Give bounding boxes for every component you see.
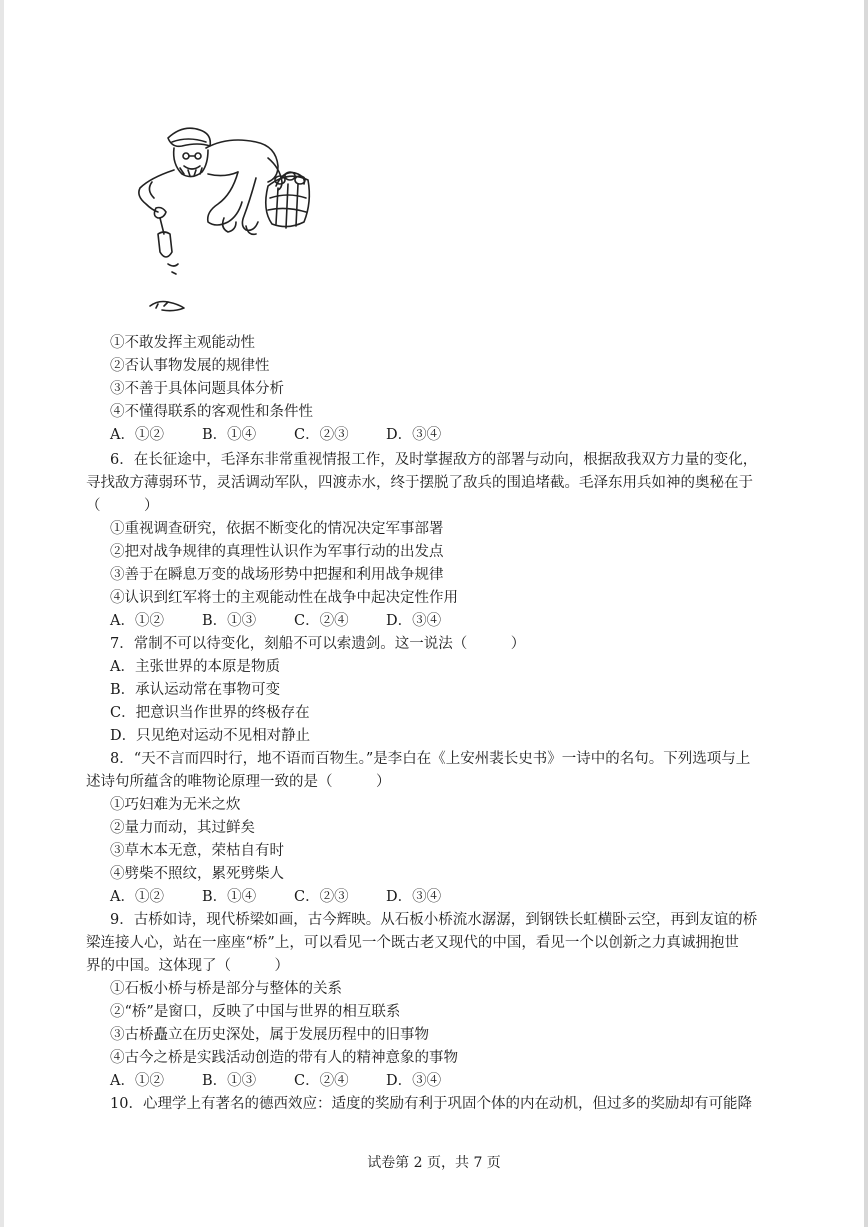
q6-answer-blank: （ ） bbox=[86, 498, 159, 514]
q6-stem-line-2: 寻找敌方薄弱环节，灵活调动军队，四渡赤水，终于摆脱了敌兵的围追堵截。毛泽东用兵如神的奥秘在于 bbox=[86, 475, 753, 491]
q8-item-3: ③草木本无意，荣枯自有时 bbox=[110, 843, 284, 859]
q5-option-d[interactable]: D．③④ bbox=[386, 427, 442, 443]
q5-item-2: ②否认事物发展的规律性 bbox=[110, 358, 270, 374]
q9-option-a[interactable]: A．①② bbox=[110, 1073, 164, 1089]
q6-stem-line-1: 6．在长征途中，毛泽东非常重视情报工作，及时掌握敌方的部署与动向，根据敌我双方力量的变化， bbox=[110, 452, 758, 468]
q5-item-1: ①不敢发挥主观能动性 bbox=[110, 335, 255, 351]
q8-option-c[interactable]: C．②③ bbox=[294, 889, 349, 905]
q7-choice-a[interactable]: A．主张世界的本原是物质 bbox=[110, 659, 280, 675]
q9-item-2: ②“桥”是窗口，反映了中国与世界的相互联系 bbox=[110, 1004, 401, 1020]
q8-item-2: ②量力而动，其过鲜矣 bbox=[110, 820, 255, 836]
q8-option-b[interactable]: B．①④ bbox=[202, 889, 257, 905]
q9-stem-line-1: 9．古桥如诗，现代桥梁如画，古今辉映。从石板小桥流水潺潺，到钢铁长虹横卧云空，再到友谊的桥 bbox=[110, 912, 758, 928]
q6-option-d[interactable]: D．③④ bbox=[386, 613, 442, 629]
q9-stem-line-2: 梁连接人心，站在一座座“桥”上，可以看见一个既古老又现代的中国，看见一个以创新之力真诚拥抱世 bbox=[86, 935, 739, 951]
q5-options bbox=[110, 425, 441, 445]
q9-options bbox=[110, 1071, 441, 1091]
q5-item-4: ④不懂得联系的客观性和条件性 bbox=[110, 404, 313, 420]
q6-item-3: ③善于在瞬息万变的战场形势中把握和利用战争规律 bbox=[110, 567, 444, 583]
q8-item-1: ①巧妇难为无米之炊 bbox=[110, 797, 241, 813]
q7-choice-b[interactable]: B．承认运动常在事物可变 bbox=[110, 682, 281, 698]
q8-stem-line-1: 8．“天不言而四时行，地不语而百物生。”是李白在《上安州裴长史书》一诗中的名句。下列选项与上 bbox=[110, 751, 751, 767]
q9-option-b[interactable]: B．①③ bbox=[202, 1073, 257, 1089]
q6-option-c[interactable]: C．②④ bbox=[294, 613, 349, 629]
q5-option-a[interactable]: A．①② bbox=[110, 427, 164, 443]
q9-option-d[interactable]: D．③④ bbox=[386, 1073, 442, 1089]
page-footer: 试卷第 2 页，共 7 页 bbox=[367, 1155, 501, 1171]
q9-item-4: ④古今之桥是实践活动创造的带有人的精神意象的事物 bbox=[110, 1050, 458, 1066]
q7-choice-d[interactable]: D．只见绝对运动不见相对静止 bbox=[110, 728, 311, 744]
q10-stem-line-1: 10．心理学上有著名的德西效应：适度的奖励有利于巩固个体的内在动机，但过多的奖励却有可能降 bbox=[110, 1096, 752, 1112]
q9-stem-line-3: 界的中国。这体现了（ ） bbox=[86, 958, 289, 974]
q7-stem: 7．常制不可以待变化，刻船不可以索遗剑。这一说法（ ） bbox=[110, 636, 526, 652]
q5-item-3: ③不善于具体问题具体分析 bbox=[110, 381, 284, 397]
q6-option-a[interactable]: A．①② bbox=[110, 613, 164, 629]
q7-choice-c[interactable]: C．把意识当作世界的终极存在 bbox=[110, 705, 310, 721]
illustration-man-planting-eggs bbox=[128, 118, 328, 323]
q8-option-d[interactable]: D．③④ bbox=[386, 889, 442, 905]
q6-options bbox=[110, 611, 441, 631]
q8-options bbox=[110, 887, 441, 907]
q6-item-4: ④认识到红军将士的主观能动性在战争中起决定性作用 bbox=[110, 590, 458, 606]
q6-option-b[interactable]: B．①③ bbox=[202, 613, 257, 629]
q9-item-1: ①石板小桥与桥是部分与整体的关系 bbox=[110, 981, 342, 997]
q8-stem-line-2: 述诗句所蕴含的唯物论原理一致的是（ ） bbox=[86, 774, 391, 790]
q9-item-3: ③古桥矗立在历史深处，属于发展历程中的旧事物 bbox=[110, 1027, 429, 1043]
scan-edge-left bbox=[0, 0, 4, 1227]
q6-item-1: ①重视调查研究，依据不断变化的情况决定军事部署 bbox=[110, 521, 444, 537]
q8-option-a[interactable]: A．①② bbox=[110, 889, 164, 905]
q5-option-b[interactable]: B．①④ bbox=[202, 427, 257, 443]
q9-option-c[interactable]: C．②④ bbox=[294, 1073, 349, 1089]
q6-item-2: ②把对战争规律的真理性认识作为军事行动的出发点 bbox=[110, 544, 444, 560]
q8-item-4: ④劈柴不照纹，累死劈柴人 bbox=[110, 866, 284, 882]
scan-edge-right bbox=[864, 0, 868, 1227]
q5-option-c[interactable]: C．②③ bbox=[294, 427, 349, 443]
